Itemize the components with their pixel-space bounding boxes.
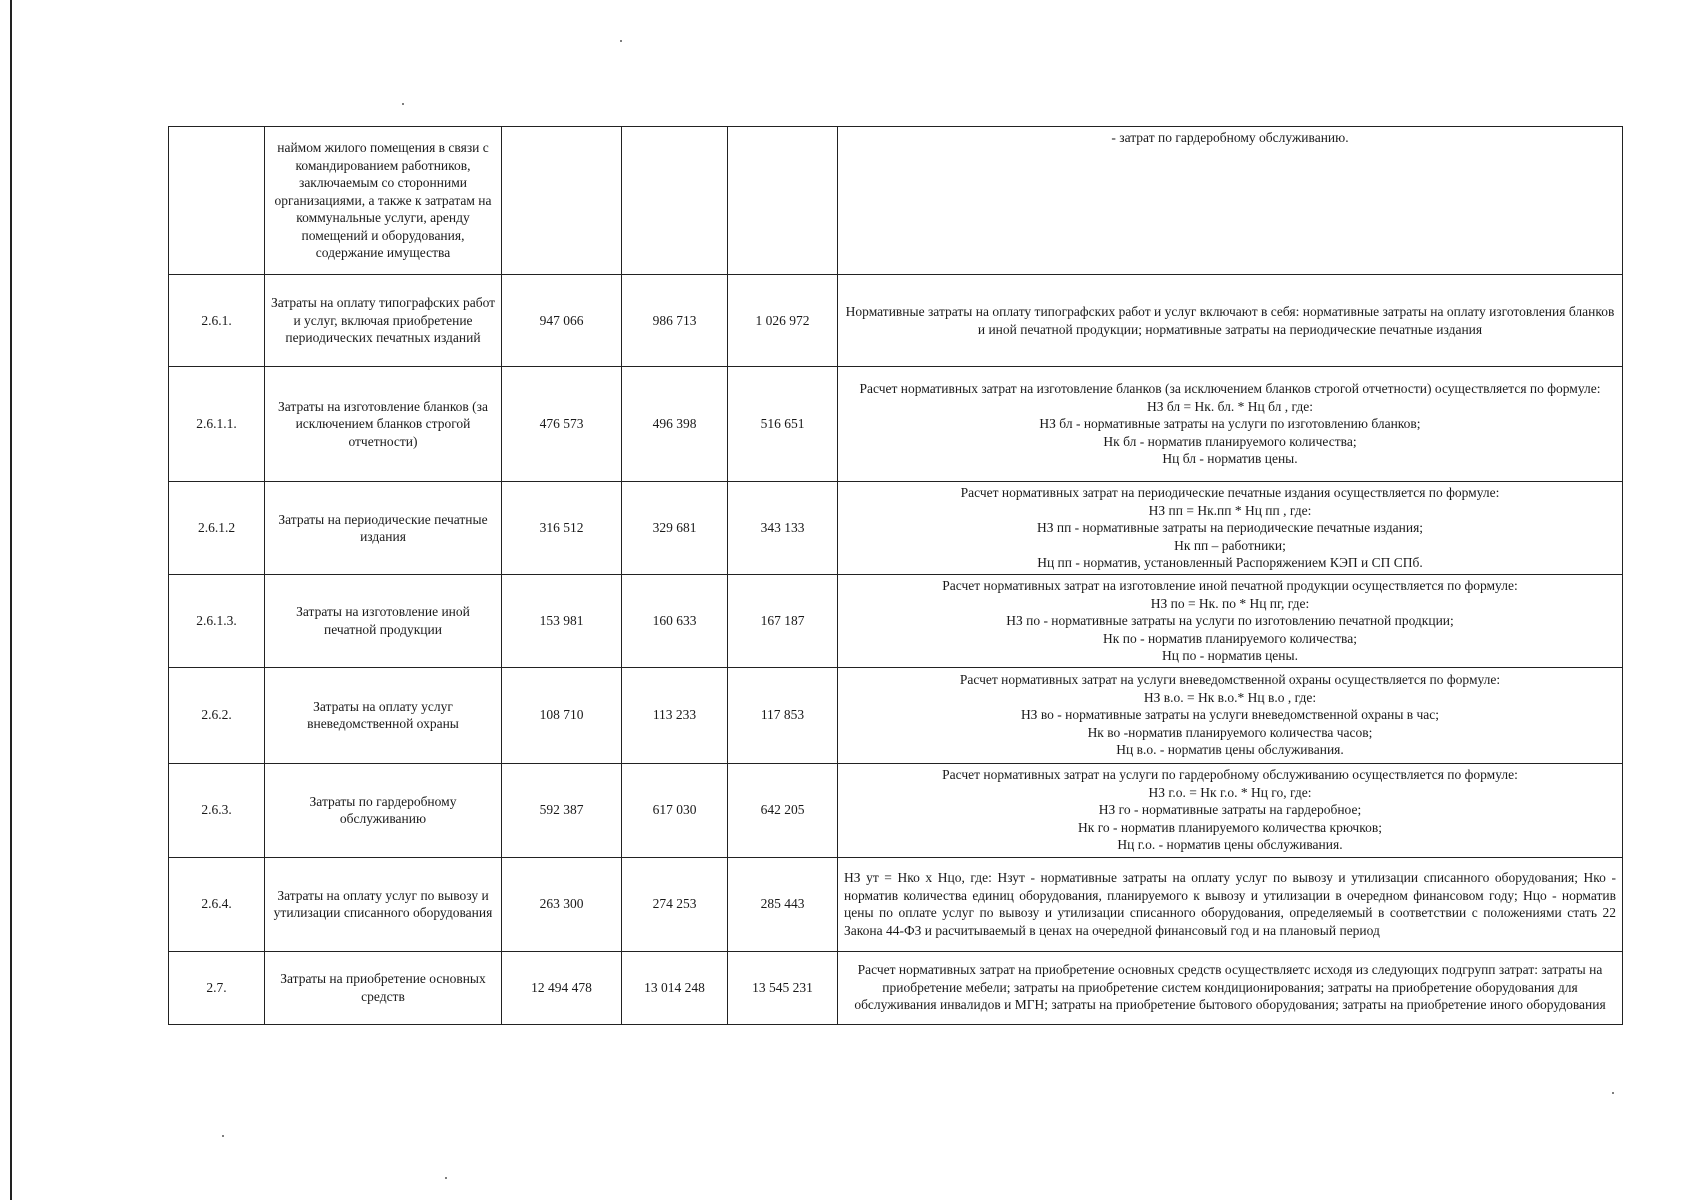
row-year1: 108 710: [502, 667, 622, 763]
formula-line: НЗ г.о. = Нк г.о. * Нц го, где:: [1148, 784, 1312, 800]
row-number: 2.6.1.: [169, 275, 265, 367]
description-line: Расчет нормативных затрат на приобретение основных средств осуществляетс исходя из следующих подгрупп затрат: затраты на приобретение мебели; затраты на приобретение систем кондиционирования; затраты на приобретение оборудования для обслуживания инвалидов и МГН; затраты на приобретение бытового оборудования; затраты на приобретение иного оборудования: [854, 962, 1606, 1013]
formula-line: НЗ по = Нк. по * Нц пг, где:: [1150, 595, 1310, 611]
description-line: НЗ пп - нормативные затраты на периодические печатные издания;: [1036, 520, 1424, 536]
row-year3: 343 133: [728, 482, 838, 575]
row-description: [838, 127, 1623, 275]
description-line: НЗ бл - нормативные затраты на услуги по изготовлению бланков;: [1039, 416, 1421, 432]
row-number: 2.6.1.3.: [169, 575, 265, 668]
description-line: НЗ по - нормативные затраты на услуги по изготовлению печатной продкции;: [1006, 613, 1454, 628]
description-line: Нк пп – работники;: [1174, 537, 1286, 553]
row-description: [838, 667, 1623, 763]
row-description: [838, 482, 1623, 575]
row-name: Затраты на изготовление иной печатной продукции: [265, 575, 502, 668]
row-year3: 516 651: [728, 367, 838, 482]
description-line: Нц бл - норматив цены.: [1162, 451, 1298, 467]
row-year1: 476 573: [502, 367, 622, 482]
row-year1: 592 387: [502, 763, 622, 857]
row-year1: 12 494 478: [502, 951, 622, 1024]
description-line: Расчет нормативных затрат на периодические печатные издания осуществляется по формуле:: [960, 485, 1500, 501]
row-year2: 13 014 248: [622, 951, 728, 1024]
row-year2: 496 398: [622, 367, 728, 482]
description-line: Нк во -норматив планируемого количества часов;: [1087, 724, 1373, 740]
scan-speck: [222, 1135, 224, 1137]
scan-speck: [402, 103, 404, 105]
scan-edge-line: [10, 0, 12, 1200]
formula-line: НЗ пп = Нк.пп * Нц пп , где:: [1148, 502, 1312, 518]
row-year2: 274 253: [622, 857, 728, 951]
row-number: 2.6.3.: [169, 763, 265, 857]
scan-speck: [620, 40, 622, 42]
scan-speck: [1612, 1092, 1614, 1094]
row-year2: 329 681: [622, 482, 728, 575]
row-name: Затраты на приобретение основных средств: [265, 951, 502, 1024]
row-description: [838, 275, 1623, 367]
row-name: Затраты на оплату типографских работ и услуг, включая приобретение периодических печатных изданий: [265, 275, 502, 367]
description-line: Расчет нормативных затрат на изготовление бланков (за исключением бланков строгой отчетности) осуществляется по формуле:: [859, 381, 1601, 397]
description-line: Расчет нормативных затрат на услуги по гардеробному обслуживанию осуществляется по формуле:: [942, 767, 1518, 783]
description-line: НЗ ут = Нко х Нцо, где: Нзут - нормативные затраты на оплату услуг по вывозу и утилизации списанного оборудования; Нко - норматив количества единиц оборудования, планируемого к вывозу и утилизации в очередном финансовом году; Нцо - норматив цены по оплате услуг по вывозу и утилизации списанного оборудования, определяемый в соответствии с положениями стать 22 Закона 44-ФЗ и расчитываемый в ценах на очередной финансовый год и на плановый период: [844, 870, 1616, 938]
table-row: [169, 951, 1623, 1024]
row-year1: [502, 127, 622, 275]
row-year3: 117 853: [728, 667, 838, 763]
table-row: [169, 857, 1623, 951]
description-line: Нц г.о. - норматив цены обслуживания.: [1117, 837, 1343, 853]
description-line: Расчет нормативных затрат на услуги вневедомственной охраны осуществляется по формуле:: [959, 672, 1501, 688]
row-description: [838, 951, 1623, 1024]
row-number: 2.7.: [169, 951, 265, 1024]
description-line: Нц пп - норматив, установленный Распоряжением КЭП и СП СПб.: [1037, 555, 1423, 571]
formula-line: НЗ в.о. = Нк в.о.* Нц в.о , где:: [1143, 689, 1317, 705]
row-year1: 947 066: [502, 275, 622, 367]
row-description: [838, 367, 1623, 482]
row-year3: 13 545 231: [728, 951, 838, 1024]
row-name: Затраты на оплату услуг по вывозу и утилизации списанного оборудования: [265, 857, 502, 951]
row-number: 2.6.4.: [169, 857, 265, 951]
cost-table: [168, 126, 1623, 1025]
description-line: НЗ во - нормативные затраты на услуги вневедомственной охраны в час;: [1020, 707, 1440, 723]
description-line: Нк го - норматив планируемого количества крючков;: [1078, 819, 1382, 835]
row-description: [838, 857, 1623, 951]
row-year2: 617 030: [622, 763, 728, 857]
formula-line: НЗ бл = Нк. бл. * Нц бл , где:: [1147, 398, 1313, 414]
description-line: Нц в.о. - норматив цены обслуживания.: [1116, 742, 1344, 758]
row-year3: [728, 127, 838, 275]
description-line: НЗ го - нормативные затраты на гардеробное;: [1098, 802, 1362, 818]
row-year1: 316 512: [502, 482, 622, 575]
table-row: [169, 575, 1623, 668]
scan-speck: [445, 1177, 447, 1179]
description-line: - затрат по гардеробному обслуживанию.: [1111, 130, 1349, 145]
row-year3: 285 443: [728, 857, 838, 951]
description-line: Нк по - норматив планируемого количества;: [1103, 630, 1357, 646]
row-name: Затраты на оплату услуг вневедомственной охраны: [265, 667, 502, 763]
row-number: 2.6.2.: [169, 667, 265, 763]
row-year2: [622, 127, 728, 275]
row-name: Затраты на изготовление бланков (за исключением бланков строгой отчетности): [265, 367, 502, 482]
row-year3: 167 187: [728, 575, 838, 668]
table-row: [169, 275, 1623, 367]
row-description: [838, 763, 1623, 857]
row-number: 2.6.1.2: [169, 482, 265, 575]
table-row: [169, 367, 1623, 482]
row-year1: 263 300: [502, 857, 622, 951]
table-row: [169, 127, 1623, 275]
table-row: [169, 763, 1623, 857]
row-year1: 153 981: [502, 575, 622, 668]
description-line: Нц по - норматив цены.: [1162, 648, 1298, 663]
row-name: Затраты на периодические печатные издания: [265, 482, 502, 575]
row-year2: 160 633: [622, 575, 728, 668]
row-year2: 113 233: [622, 667, 728, 763]
description-line: Нк бл - норматив планируемого количества;: [1103, 433, 1357, 449]
row-name: Затраты по гардеробному обслуживанию: [265, 763, 502, 857]
table-row: [169, 482, 1623, 575]
row-year2: 986 713: [622, 275, 728, 367]
description-line: Нормативные затраты на оплату типографских работ и услуг включают в себя: нормативные затраты на оплату изготовления бланков и иной печатной продукции; нормативные затраты на периодические печатные издания: [845, 304, 1615, 337]
row-number: 2.6.1.1.: [169, 367, 265, 482]
row-year3: 642 205: [728, 763, 838, 857]
table-row: [169, 667, 1623, 763]
description-line: Расчет нормативных затрат на изготовление иной печатной продукции осуществляется по формуле:: [942, 578, 1518, 593]
row-number: [169, 127, 265, 275]
row-year3: 1 026 972: [728, 275, 838, 367]
row-description: [838, 575, 1623, 668]
row-name: наймом жилого помещения в связи с командированием работников, заключаемым со сторонними организациями, а также к затратам на коммунальные услуги, аренду помещений и оборудования, содержание имущества: [265, 127, 502, 275]
